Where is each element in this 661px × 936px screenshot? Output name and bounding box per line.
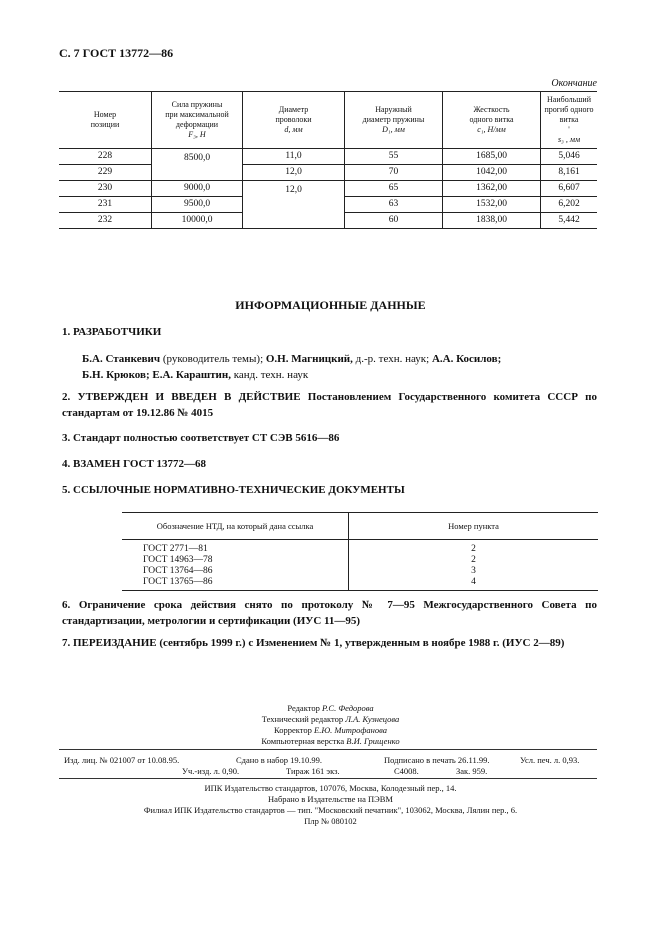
cell-outer: 63 (345, 197, 443, 213)
imprint-order: Зак. 959. (456, 766, 488, 776)
table-row (122, 555, 598, 566)
spec-table-header-row (59, 92, 597, 149)
col-header-force: Сила пружины при максимальной деформации F₃, Н (152, 92, 243, 149)
cell-deflection: 8,161 (541, 165, 598, 181)
ref-item: 2 (349, 555, 599, 566)
section-replaces: 4. ВЗАМЕН ГОСТ 13772—68 (62, 458, 207, 470)
publisher-line-3: Филиал ИПК Издательство стандартов — тип. "Московский печатник", 103062, Москва, Лялин пер., 6. (143, 805, 518, 815)
col-header-doc: Обозначение НТД, на который дана ссылка (122, 513, 349, 540)
divider (59, 778, 597, 779)
col-header-stiffness: Жесткость одного витка c₁, Н/мм (443, 92, 541, 149)
table-row (59, 149, 597, 165)
cell-force: 8500,0 (152, 149, 243, 181)
ref-item: 3 (349, 566, 599, 577)
table-row (59, 165, 597, 181)
ref-doc: ГОСТ 13765—86 (122, 577, 349, 591)
section-developers-text: Б.А. Станкевич (руководитель темы); О.Н. Магницкий, д.-р. техн. наук; А.А. Косилов; Б.Н. Крюков; Е.А. Караштин, канд. техн. наук (82, 353, 502, 381)
table-row (59, 181, 597, 197)
section-developers-title: 1. РАЗРАБОТЧИКИ (62, 326, 162, 338)
section-validity: 6. Ограничение срока действия снято по протоколу № 7—95 Межгосударственного Совета по стандартизации, метрологии и сертификации (ИУС 11—95) (62, 599, 597, 627)
col-header-wire-diameter: Диаметр проволоки d, мм (243, 92, 345, 149)
ref-item: 2 (349, 540, 599, 556)
col-header-position: Номер позиции (59, 92, 152, 149)
publisher-line-2: Набрано в Издательстве на ПЭВМ (268, 794, 393, 804)
ref-doc: ГОСТ 2771—81 (143, 544, 208, 554)
cell-deflection: 6,202 (541, 197, 598, 213)
cell-stiffness: 1042,00 (443, 165, 541, 181)
cell-wire: 12,0 (243, 181, 345, 229)
imprint-credits (0, 703, 661, 747)
divider (59, 749, 597, 750)
col-header-deflection: Наибольший прогиб одного витка ' s₃ , мм (541, 92, 598, 149)
imprint-code: С4008. (394, 766, 419, 776)
section-reissue: 7. ПЕРЕИЗДАНИЕ (сентябрь 1999 г.) с Изменением № 1, утвержденным в ноябре 1988 г. (ИУС 2—89) (62, 637, 565, 649)
ending-label: Окончание (551, 78, 597, 89)
cell-stiffness: 1362,00 (443, 181, 541, 197)
cell-force: 9000,0 (152, 181, 243, 197)
cell-outer: 65 (345, 181, 443, 197)
col-header-outer-diameter: Наружный диаметр пружины D₁, мм (345, 92, 443, 149)
section-approved: 2. УТВЕРЖДЕН И ВВЕДЕН В ДЕЙСТВИЕ Постановлением Государственного комитета СССР по стандартам от 19.12.86 № 4015 (62, 391, 597, 419)
col-header-item: Номер пункта (349, 513, 599, 540)
publisher-line-4: Плр № 080102 (304, 816, 357, 826)
cell-deflection: 5,442 (541, 213, 598, 229)
imprint-tech-editor: Технический редактор Л.А. Кузнецова (261, 714, 400, 724)
cell-force: 10000,0 (152, 213, 243, 229)
section-conformity: 3. Стандарт полностью соответствует СТ СЭВ 5616—86 (62, 432, 340, 444)
cell-outer: 60 (345, 213, 443, 229)
ref-item: 4 (349, 577, 599, 591)
table-row (122, 577, 598, 591)
page-header: С. 7 ГОСТ 13772—86 (59, 46, 174, 60)
imprint-editor: Редактор Р.С. Федорова (287, 703, 374, 713)
table-row (122, 540, 598, 556)
imprint-pub-sheets: Уч.-изд. л. 0,90. (182, 766, 240, 776)
imprint-layout: Компьютерная верстка В.И. Грищенко (261, 736, 400, 746)
cell-stiffness: 1685,00 (443, 149, 541, 165)
imprint-typeset: Сдано в набор 19.10.99. (236, 755, 322, 765)
section-references-title: 5. ССЫЛОЧНЫЕ НОРМАТИВНО-ТЕХНИЧЕСКИЕ ДОКУМЕНТЫ (62, 484, 405, 496)
imprint-publisher (0, 783, 661, 827)
cell-stiffness: 1838,00 (443, 213, 541, 229)
references-header-row (122, 513, 598, 540)
cell-position: 229 (59, 165, 152, 181)
spring-spec-table (59, 91, 597, 229)
ref-doc: ГОСТ 13764—86 (143, 566, 213, 576)
imprint-signed: Подписано в печать 26.11.99. (384, 755, 490, 765)
cell-outer: 70 (345, 165, 443, 181)
cell-stiffness: 1532,00 (443, 197, 541, 213)
cell-position: 232 (59, 213, 152, 229)
cell-position: 228 (59, 149, 152, 165)
imprint-license: Изд. лиц. № 021007 от 10.08.95. (64, 755, 180, 765)
cell-deflection: 6,607 (541, 181, 598, 197)
table-row (122, 566, 598, 577)
cell-deflection: 5,046 (541, 149, 598, 165)
imprint-corrector: Корректор Е.Ю. Митрофанова (274, 725, 387, 735)
imprint-circulation: Тираж 161 экз. (286, 766, 340, 776)
info-title: ИНФОРМАЦИОННЫЕ ДАННЫЕ (235, 298, 426, 312)
cell-force: 9500,0 (152, 197, 243, 213)
publisher-line-1: ИПК Издательство стандартов, 107076, Москва, Колодезный пер., 14. (204, 783, 457, 793)
cell-wire: 11,0 (243, 149, 345, 165)
cell-outer: 55 (345, 149, 443, 165)
references-table (122, 512, 598, 591)
cell-position: 231 (59, 197, 152, 213)
cell-position: 230 (59, 181, 152, 197)
imprint-print-sheets: Усл. печ. л. 0,93. (520, 755, 580, 765)
ref-doc: ГОСТ 14963—78 (143, 555, 213, 565)
cell-wire: 12,0 (243, 165, 345, 181)
